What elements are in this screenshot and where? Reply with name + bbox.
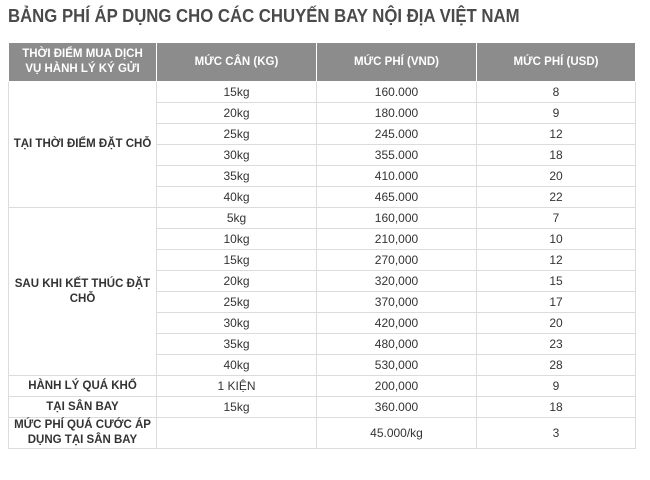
group-label-cell: TẠI THỜI ĐIỂM ĐẶT CHỖ bbox=[9, 82, 157, 208]
baggage-fee-table bbox=[8, 42, 636, 449]
weight-cell: 15kg bbox=[157, 82, 317, 103]
fee-usd-cell: 12 bbox=[477, 250, 636, 271]
fee-usd-cell: 15 bbox=[477, 271, 636, 292]
group-label-cell: TẠI SÂN BAY bbox=[9, 397, 157, 418]
fee-usd-cell: 7 bbox=[477, 208, 636, 229]
group-label-cell: HÀNH LÝ QUÁ KHỔ bbox=[9, 376, 157, 397]
table-row bbox=[9, 376, 636, 397]
fee-usd-cell: 17 bbox=[477, 292, 636, 313]
group-label-cell: SAU KHI KẾT THÚC ĐẶT CHỖ bbox=[9, 208, 157, 376]
table-header-row bbox=[9, 43, 636, 82]
fee-vnd-cell: 480,000 bbox=[317, 334, 477, 355]
weight-cell: 20kg bbox=[157, 103, 317, 124]
fee-vnd-cell: 355.000 bbox=[317, 145, 477, 166]
fee-vnd-cell: 180.000 bbox=[317, 103, 477, 124]
header-weight: MỨC CÂN (KG) bbox=[157, 43, 317, 82]
fee-vnd-cell: 245.000 bbox=[317, 124, 477, 145]
weight-cell: 15kg bbox=[157, 250, 317, 271]
fee-vnd-cell: 360.000 bbox=[317, 397, 477, 418]
fee-vnd-cell: 200,000 bbox=[317, 376, 477, 397]
fee-vnd-cell: 465.000 bbox=[317, 187, 477, 208]
weight-cell: 10kg bbox=[157, 229, 317, 250]
fee-usd-cell: 18 bbox=[477, 145, 636, 166]
table-row bbox=[9, 82, 636, 103]
fee-usd-cell: 10 bbox=[477, 229, 636, 250]
weight-cell bbox=[157, 418, 317, 449]
weight-cell: 30kg bbox=[157, 313, 317, 334]
fee-usd-cell: 9 bbox=[477, 376, 636, 397]
weight-cell: 1 KIỆN bbox=[157, 376, 317, 397]
fee-vnd-cell: 420,000 bbox=[317, 313, 477, 334]
weight-cell: 15kg bbox=[157, 397, 317, 418]
weight-cell: 30kg bbox=[157, 145, 317, 166]
fee-vnd-cell: 270,000 bbox=[317, 250, 477, 271]
fee-usd-cell: 20 bbox=[477, 313, 636, 334]
fee-vnd-cell: 160.000 bbox=[317, 82, 477, 103]
weight-cell: 25kg bbox=[157, 292, 317, 313]
fee-usd-cell: 28 bbox=[477, 355, 636, 376]
table-row bbox=[9, 208, 636, 229]
table-row bbox=[9, 397, 636, 418]
weight-cell: 40kg bbox=[157, 355, 317, 376]
fee-vnd-cell: 160,000 bbox=[317, 208, 477, 229]
fee-usd-cell: 12 bbox=[477, 124, 636, 145]
fee-vnd-cell: 45.000/kg bbox=[317, 418, 477, 449]
fee-usd-cell: 9 bbox=[477, 103, 636, 124]
header-fee-usd: MỨC PHÍ (USD) bbox=[477, 43, 636, 82]
fee-usd-cell: 3 bbox=[477, 418, 636, 449]
table-body bbox=[9, 82, 636, 449]
fee-usd-cell: 8 bbox=[477, 82, 636, 103]
weight-cell: 20kg bbox=[157, 271, 317, 292]
weight-cell: 35kg bbox=[157, 166, 317, 187]
fee-usd-cell: 22 bbox=[477, 187, 636, 208]
weight-cell: 40kg bbox=[157, 187, 317, 208]
fee-usd-cell: 18 bbox=[477, 397, 636, 418]
fee-vnd-cell: 370,000 bbox=[317, 292, 477, 313]
fee-vnd-cell: 320,000 bbox=[317, 271, 477, 292]
header-fee-vnd: MỨC PHÍ (VND) bbox=[317, 43, 477, 82]
weight-cell: 25kg bbox=[157, 124, 317, 145]
header-purchase-time: THỜI ĐIỂM MUA DỊCH VỤ HÀNH LÝ KÝ GỬI bbox=[9, 43, 157, 82]
fee-vnd-cell: 210,000 bbox=[317, 229, 477, 250]
fee-vnd-cell: 530,000 bbox=[317, 355, 477, 376]
weight-cell: 5kg bbox=[157, 208, 317, 229]
page-title: BẢNG PHÍ ÁP DỤNG CHO CÁC CHUYẾN BAY NỘI ĐỊA VIỆT NAM bbox=[8, 6, 520, 26]
fee-usd-cell: 20 bbox=[477, 166, 636, 187]
group-label-cell: MỨC PHÍ QUÁ CƯỚC ÁP DỤNG TẠI SÂN BAY bbox=[9, 418, 157, 449]
fee-vnd-cell: 410.000 bbox=[317, 166, 477, 187]
fee-usd-cell: 23 bbox=[477, 334, 636, 355]
weight-cell: 35kg bbox=[157, 334, 317, 355]
table-row bbox=[9, 418, 636, 449]
